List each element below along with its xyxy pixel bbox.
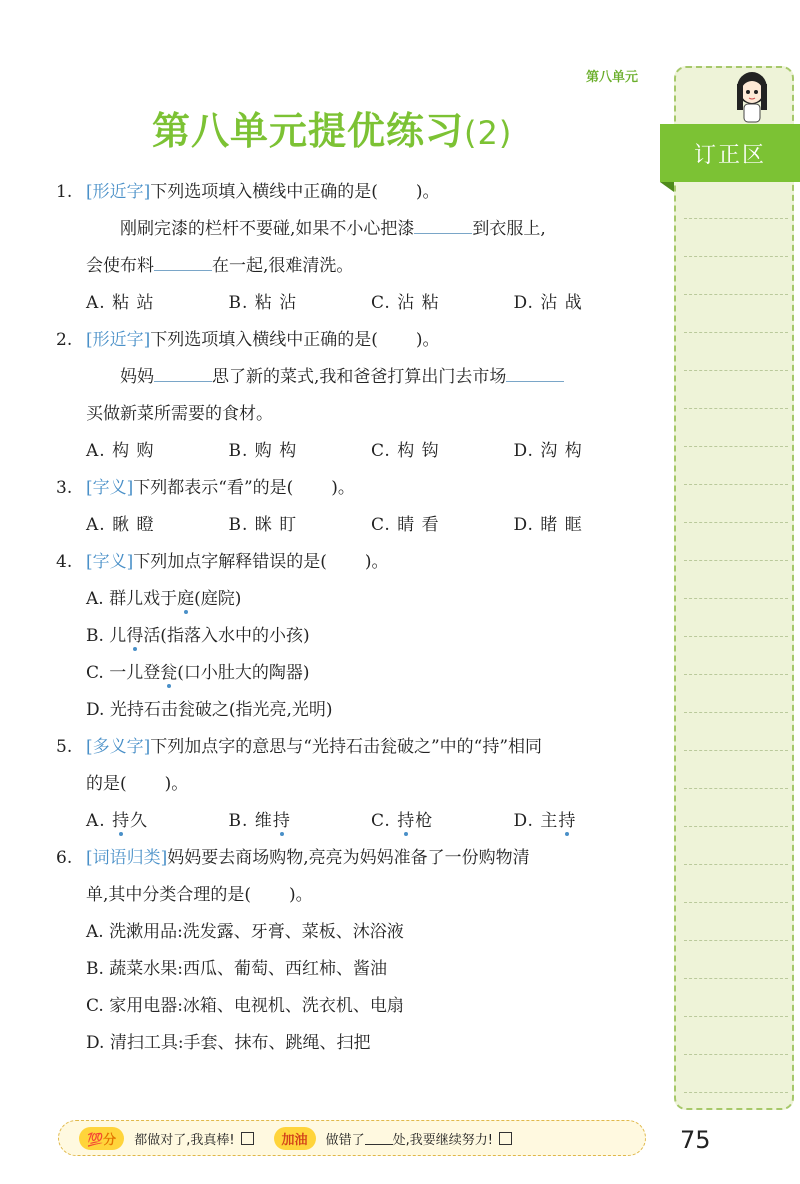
question-tag: [字义]: [86, 478, 134, 498]
option-d[interactable]: D. 主持: [513, 811, 577, 831]
option-b[interactable]: [56, 618, 656, 655]
question-tag: [字义]: [86, 552, 134, 572]
correction-rule-line: [684, 1092, 788, 1093]
correction-rule-line: [684, 522, 788, 523]
option-a[interactable]: A. 瞅 瞪: [86, 515, 155, 535]
question-2: [56, 322, 656, 470]
question-prompt: 下列选项填入横线中正确的是(: [150, 182, 378, 202]
question-1: [56, 174, 656, 322]
option-text: (口小肚大的陶器): [177, 663, 310, 683]
prompt-end: )。: [331, 478, 355, 498]
question-6: [56, 840, 656, 1062]
option-c[interactable]: [56, 655, 656, 692]
question-prompt: 下列都表示“看”的是(: [133, 478, 294, 498]
passage-text: 到衣服上,: [472, 219, 546, 239]
question-4: [56, 544, 656, 729]
option-d[interactable]: D. 沾 战: [513, 293, 583, 313]
page-title-sub: (2): [464, 114, 513, 152]
passage-text: 买做新菜所需要的食材。: [86, 404, 273, 424]
options-row: [56, 433, 656, 470]
dotted-character: 得: [126, 626, 144, 646]
passage-text: 妈妈: [120, 367, 154, 387]
dotted-character: 庭: [177, 589, 195, 609]
prompt-end: )。: [415, 330, 440, 350]
question-number: 2.: [56, 330, 73, 350]
correction-rule-line: [684, 788, 788, 789]
correction-rule-line: [684, 940, 788, 941]
options-row: [56, 285, 656, 322]
all-correct-text: 都做对了,我真棒!: [134, 1132, 235, 1148]
option-b[interactable]: B. 蔬菜水果:西瓜、葡萄、西红柿、酱油: [86, 959, 388, 979]
option-c[interactable]: C. 构 钩: [371, 441, 440, 461]
correction-rule-line: [684, 1054, 788, 1055]
question-passage: [56, 211, 656, 248]
page-number: 75: [680, 1126, 711, 1154]
prompt-end: )。: [415, 182, 440, 202]
correction-rule-line: [684, 484, 788, 485]
fill-blank[interactable]: [414, 211, 472, 234]
mistakes-text: 做错了: [325, 1132, 365, 1148]
option-b[interactable]: B. 粘 沾: [228, 293, 298, 313]
question-prompt-cont: [56, 766, 656, 803]
all-correct-checkbox[interactable]: [241, 1132, 254, 1145]
option-text: C. 一儿登: [86, 663, 161, 683]
cheer-badge: 加油: [274, 1127, 316, 1150]
question-number: 4.: [56, 552, 73, 572]
correction-tab: 订正区: [660, 124, 800, 182]
correction-rule-line: [684, 598, 788, 599]
correction-rule-line: [684, 560, 788, 561]
dotted-character: 瓮: [160, 663, 178, 683]
prompt-end: )。: [364, 552, 389, 572]
page-title: [152, 100, 512, 155]
question-3: [56, 470, 656, 544]
correction-rule-line: [684, 256, 788, 257]
page-title-main: 第八单元提优练习: [152, 109, 465, 153]
option-text: B. 儿: [86, 626, 127, 646]
question-number: 1.: [56, 182, 73, 202]
question-prompt-cont: [56, 877, 656, 914]
self-check-bar: [58, 1120, 646, 1156]
option-a[interactable]: A. 构 购: [86, 441, 155, 461]
question-number: 6.: [56, 848, 73, 868]
passage-text: 在一起,很难清洗。: [212, 256, 354, 276]
question-prompt: 下列选项填入横线中正确的是(: [150, 330, 378, 350]
option-c[interactable]: C. 睛 看: [371, 515, 440, 535]
question-prompt: 下列加点字的意思与“光持石击瓮破之”中的“持”相同: [150, 737, 543, 757]
question-number: 5.: [56, 737, 73, 757]
fill-blank[interactable]: [154, 359, 212, 382]
question-tag: [形近字]: [86, 182, 151, 202]
option-d[interactable]: D. 睹 眶: [513, 515, 583, 535]
question-passage: [56, 248, 656, 285]
question-tag: [多义字]: [86, 737, 151, 757]
correction-rule-line: [684, 1016, 788, 1017]
option-c[interactable]: C. 持枪: [371, 811, 434, 831]
question-passage: [56, 359, 656, 396]
correction-panel[interactable]: [674, 66, 794, 1110]
question-prompt: 下列加点字解释错误的是(: [133, 552, 327, 572]
correction-rule-line: [684, 446, 788, 447]
question-prompt: 妈妈要去商场购物,亮亮为妈妈准备了一份购物清: [167, 848, 530, 868]
option-a[interactable]: A. 洗漱用品:洗发露、牙膏、菜板、沐浴液: [86, 922, 404, 942]
options-row: [56, 803, 656, 840]
option-text: A. 群儿戏于: [86, 589, 178, 609]
question-number: 3.: [56, 478, 73, 498]
unit-tag: 第八单元: [586, 70, 639, 85]
option-c[interactable]: C. 家用电器:冰箱、电视机、洗衣机、电扇: [86, 996, 404, 1016]
mistakes-text-end: 处,我要继续努力!: [392, 1132, 493, 1148]
option-d[interactable]: [56, 692, 656, 729]
correction-rule-line: [684, 408, 788, 409]
correction-rule-line: [684, 294, 788, 295]
prompt-end: )。: [289, 885, 313, 905]
correction-rule-line: [684, 218, 788, 219]
option-c[interactable]: C. 沾 粘: [371, 293, 440, 313]
cartoon-girl-icon: [730, 68, 774, 124]
correction-rule-line: [684, 826, 788, 827]
option-a[interactable]: [56, 581, 656, 618]
question-tag: [词语归类]: [86, 848, 168, 868]
correction-rule-line: [684, 902, 788, 903]
option-d[interactable]: D. 沟 构: [513, 441, 583, 461]
score-badge: 💯分: [79, 1127, 124, 1150]
correction-rule-line: [684, 864, 788, 865]
correction-rule-line: [684, 750, 788, 751]
fill-blank[interactable]: [506, 359, 564, 382]
keep-trying-checkbox[interactable]: [499, 1132, 512, 1145]
option-text: D. 光持石击瓮破之(指光亮,光明): [86, 700, 333, 720]
correction-rule-line: [684, 636, 788, 637]
passage-text: 会使布料: [86, 256, 154, 276]
question-passage: [56, 396, 656, 433]
option-a[interactable]: A. 持久: [86, 811, 149, 831]
correction-rule-line: [684, 332, 788, 333]
option-text: 活(指落入水中的小孩): [143, 626, 310, 646]
options-row: [56, 507, 656, 544]
prompt-text: 单,其中分类合理的是(: [86, 885, 252, 905]
mistake-count-blank[interactable]: [365, 1132, 393, 1145]
correction-rule-line: [684, 712, 788, 713]
option-a[interactable]: A. 粘 站: [86, 293, 155, 313]
fill-blank[interactable]: [154, 248, 212, 271]
option-b[interactable]: B. 眯 盯: [228, 515, 298, 535]
question-5: [56, 729, 656, 840]
prompt-end: )。: [164, 774, 189, 794]
option-b[interactable]: B. 购 构: [228, 441, 298, 461]
question-list: [56, 174, 656, 1062]
correction-rule-line: [684, 370, 788, 371]
option-b[interactable]: B. 维持: [228, 811, 291, 831]
correction-rule-line: [684, 978, 788, 979]
prompt-text: 的是(: [86, 774, 127, 794]
passage-text: 刚刷完漆的栏杆不要碰,如果不小心把漆: [120, 219, 415, 239]
option-text: (庭院): [194, 589, 242, 609]
option-d[interactable]: D. 清扫工具:手套、抹布、跳绳、扫把: [86, 1033, 371, 1053]
correction-rule-line: [684, 674, 788, 675]
question-tag: [形近字]: [86, 330, 151, 350]
passage-text: 思了新的菜式,我和爸爸打算出门去市场: [212, 367, 507, 387]
